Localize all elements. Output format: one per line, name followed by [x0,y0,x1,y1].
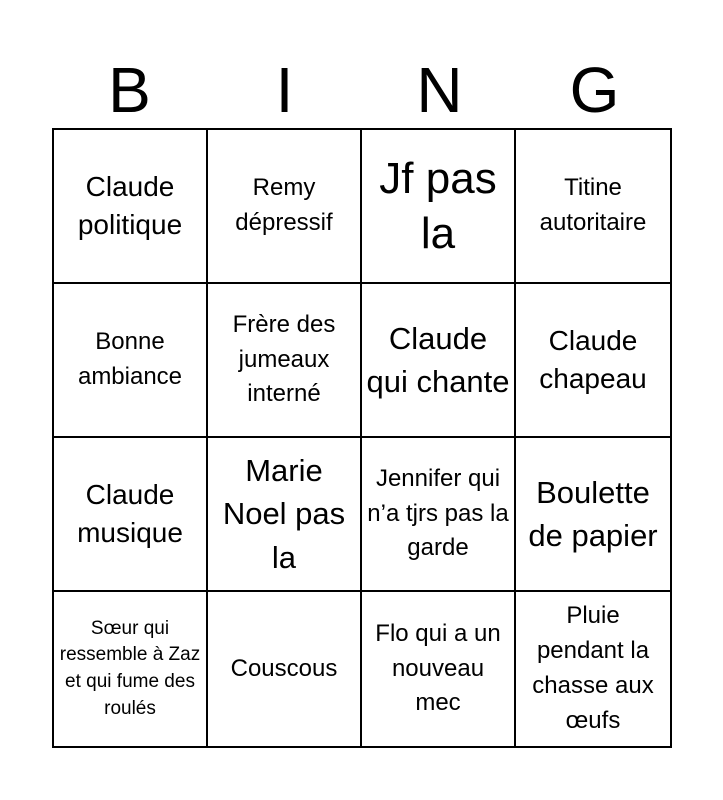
cell-text: Bonne ambiance [77,328,183,390]
bingo-cell[interactable] [516,284,670,438]
bingo-cell[interactable] [208,438,362,592]
bingo-cell[interactable] [516,130,670,284]
bingo-header [52,52,672,128]
cell-text: Marie Noel pas la [222,452,346,575]
bingo-cell[interactable] [362,592,516,746]
bingo-cell[interactable] [516,438,670,592]
bingo-cell[interactable] [208,592,362,746]
bingo-cell[interactable] [54,438,208,592]
bingo-board [52,128,672,748]
cell-text: Frère des jumeaux interné [232,310,336,408]
header-letter-b: B [108,54,151,126]
bingo-cell[interactable] [54,592,208,746]
cell-text: Sœur qui ressemble à Zaz et qui fume des roulés [59,617,201,719]
bingo-cell[interactable] [208,130,362,284]
cell-text: Pluie pendant la chasse aux œufs [532,602,654,734]
cell-text: Claude politique [77,171,183,240]
bingo-cell[interactable] [54,130,208,284]
cell-text: Jf pas la [379,154,497,258]
cell-text: Claude qui chante [366,320,510,399]
cell-text: Remy dépressif [235,174,333,236]
cell-text: Couscous [230,654,338,682]
bingo-cell[interactable] [54,284,208,438]
cell-text: Claude musique [77,479,183,548]
header-letter-i: I [275,54,294,126]
cell-text: Flo qui a un nouveau mec [375,619,501,717]
bingo-cell[interactable] [516,592,670,746]
cell-text: Titine autoritaire [539,174,647,236]
bingo-cell[interactable] [208,284,362,438]
bingo-cell[interactable] [362,438,516,592]
header-letter-g: G [569,54,620,126]
bingo-cell[interactable] [362,284,516,438]
cell-text: Boulette de papier [528,474,658,553]
bingo-cell[interactable] [362,130,516,284]
cell-text: Claude chapeau [539,325,647,394]
header-letter-n: N [416,54,463,126]
cell-text: Jennifer qui n’a tjrs pas la garde [367,464,509,562]
